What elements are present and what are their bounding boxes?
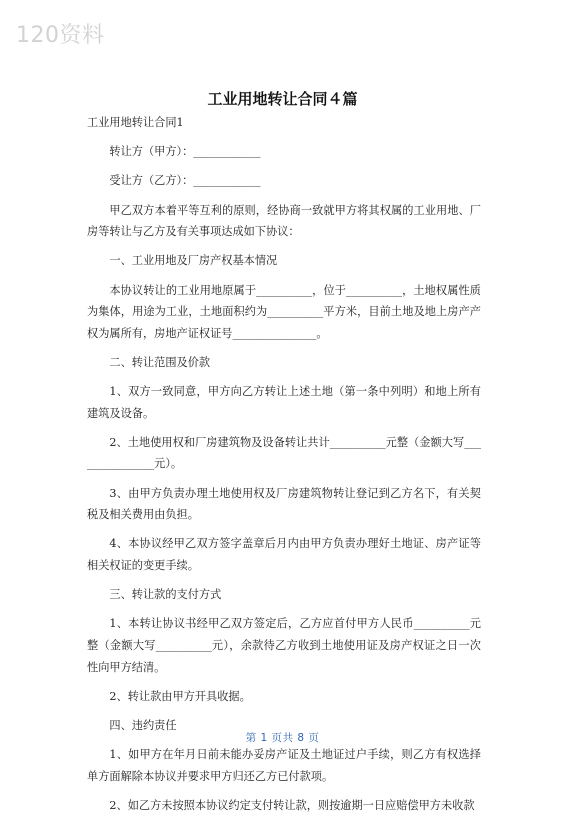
page-number: 第 1 页共 8 页 [245, 732, 320, 744]
land-info-paragraph: 本协议转让的工业用地原属于__________，位于__________，土地权属性质为集体，用途为工业，土地面积约为__________平方米，目前土地及地上房产产权为属所有，房地产证权证号_______________。 [87, 283, 481, 340]
contract-heading: 工业用地转让合同1 [87, 116, 184, 129]
clause-4-2: 2、如乙方未按照本协议约定支付转让款，则按逾期一日应赔偿甲方未收款 [109, 798, 475, 812]
transferor-line: 转让方（甲方）：____________ [109, 145, 261, 159]
contract-body [87, 112, 481, 824]
clause-2-4: 4、本协议经甲乙双方签字盖章后月内由甲方负责办理好土地证、房产证等相关权证的变更手续。 [87, 537, 481, 573]
section-heading-3: 三、转让款的支付方式 [109, 588, 222, 602]
watermark: 120资料 [16, 23, 105, 48]
clause-3-1: 1、本转让协议书经甲乙双方签定后，乙方应首付甲方人民币__________元整（金额大写__________元），余款待乙方收到土地使用证及房产权证之日一次性向甲方结清。 [87, 617, 481, 674]
clause-2-3: 3、由甲方负责办理土地使用权及厂房建筑物转让登记到乙方名下，有关契税及相关费用由负担。 [87, 486, 481, 522]
transferee-line: 受让方（乙方）：____________ [109, 174, 261, 188]
clause-4-1: 1、如甲方在年月日前未能办妥房产证及土地证过户手续，则乙方有权选择单方面解除本协议并要求甲方归还乙方已付款项。 [87, 748, 481, 783]
clause-2-2: 2、土地使用权和厂房建筑物及设备转让共计__________元整（金额大写_______________元）。 [87, 435, 481, 471]
clause-2-1: 1、双方一致同意，甲方向乙方转让上述土地（第一条中列明）和地上所有建筑及设备。 [87, 385, 481, 420]
section-heading-4: 四、违约责任 [109, 718, 177, 732]
document-title: 工业用地转让合同４篇 [207, 90, 358, 108]
section-heading-1: 一、工业用地及厂房产权基本情况 [109, 254, 278, 268]
preamble-paragraph: 甲乙双方本着平等互利的原则，经协商一致就甲方将其权属的工业用地、厂房等转让与乙方及有关事项达成如下协议： [87, 203, 481, 239]
clause-3-2: 2、转让款由甲方开具收据。 [109, 689, 251, 703]
section-heading-2: 二、转让范围及价款 [109, 355, 211, 369]
